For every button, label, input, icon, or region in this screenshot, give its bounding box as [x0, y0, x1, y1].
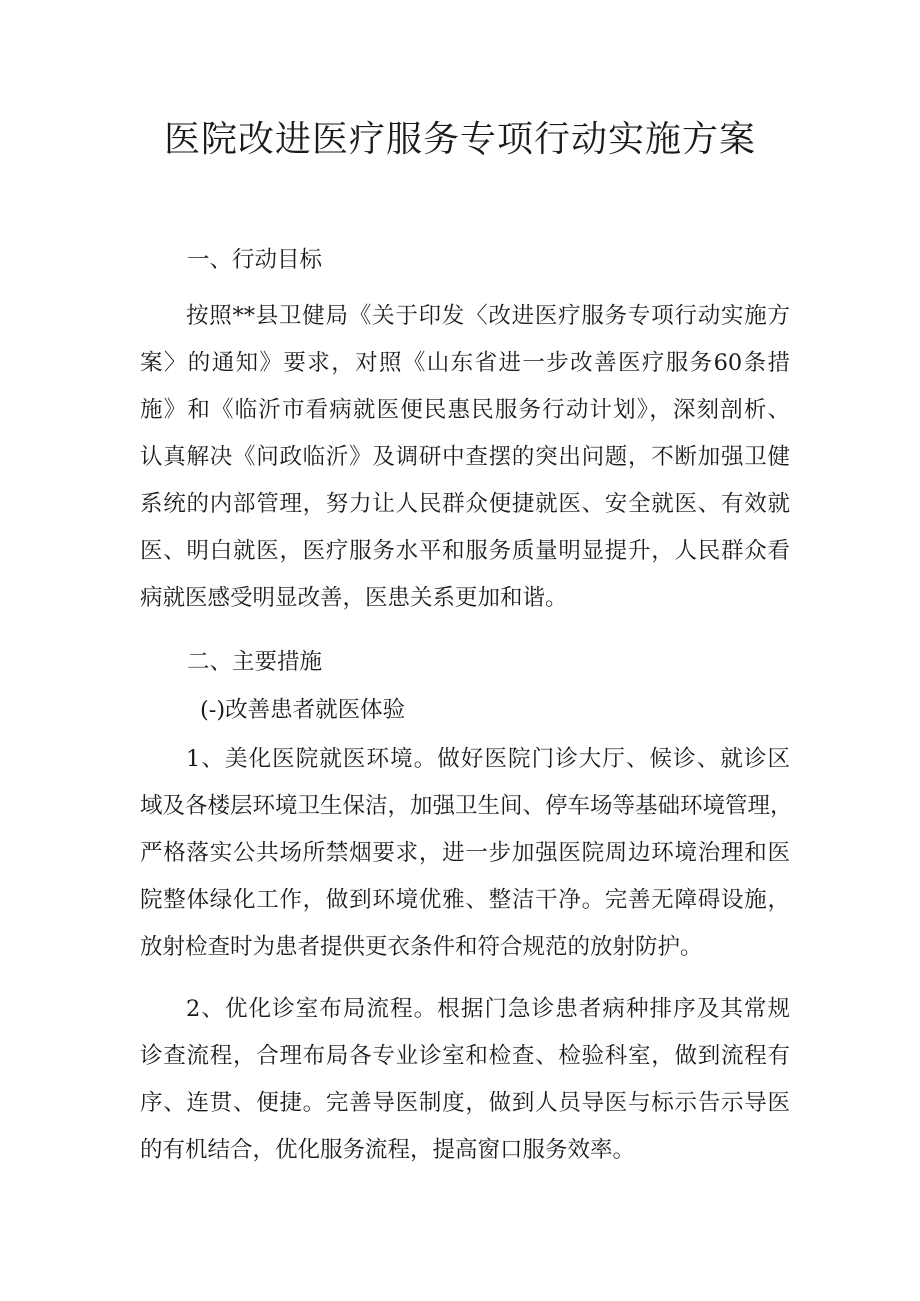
paragraph-line: 1、美化医院就医环境。做好医院门诊大厅、候诊、就诊区 [186, 746, 790, 772]
paragraph-item-2 [140, 986, 790, 1174]
paragraph-line: 系统的内部管理，努力让人民群众便捷就医、安全就医、有效就 [140, 491, 790, 517]
paragraph-line: 域及各楼层环境卫生保洁，加强卫生间、停车场等基础环境管理， [140, 793, 793, 819]
paragraph-line: 院整体绿化工作，做到环境优雅、整洁干净。完善无障碍设施， [140, 887, 790, 913]
paragraph-line: 诊查流程，合理布局各专业诊室和检查、检验科室，做到流程有 [140, 1043, 790, 1069]
paragraph-line: 放射检查时为患者提供更衣条件和符合规范的放射防护。 [140, 934, 703, 960]
paragraph-line: 严格落实公共场所禁烟要求，进一步加强医院周边环境治理和医 [140, 840, 790, 866]
paragraph-line: 医、明白就医，医疗服务水平和服务质量明显提升，人民群众看 [140, 538, 790, 564]
paragraph-line: 2、优化诊室布局流程。根据门急诊患者病种排序及其常规 [186, 996, 790, 1022]
paragraph-goals [140, 293, 790, 622]
paragraph-line: 序、连贯、便捷。完善导医制度，做到人员导医与标示告示导医 [140, 1090, 790, 1116]
paragraph-line: 案〉的通知》要求，对照《山东省进一步改善医疗服务60条措 [140, 350, 790, 376]
subheading-patient-experience: (-)改善患者就医体验 [200, 697, 406, 723]
paragraph-line: 施》和《临沂市看病就医便民惠民服务行动计划》，深刻剖析、 [140, 397, 790, 423]
paragraph-line: 认真解决《问政临沂》及调研中查摆的突出问题，不断加强卫健 [140, 444, 790, 470]
paragraph-line: 的有机结合，优化服务流程，提高窗口服务效率。 [140, 1137, 636, 1163]
document-title: 医院改进医疗服务专项行动实施方案 [163, 119, 756, 160]
paragraph-line: 病就医感受明显改善，医患关系更加和谐。 [140, 585, 568, 611]
section-heading-goals: 一、行动目标 [187, 247, 323, 273]
paragraph-item-1 [140, 736, 793, 971]
section-heading-measures: 二、主要措施 [187, 649, 323, 675]
paragraph-line: 按照**县卫健局《关于印发〈改进医疗服务专项行动实施方 [186, 303, 790, 329]
